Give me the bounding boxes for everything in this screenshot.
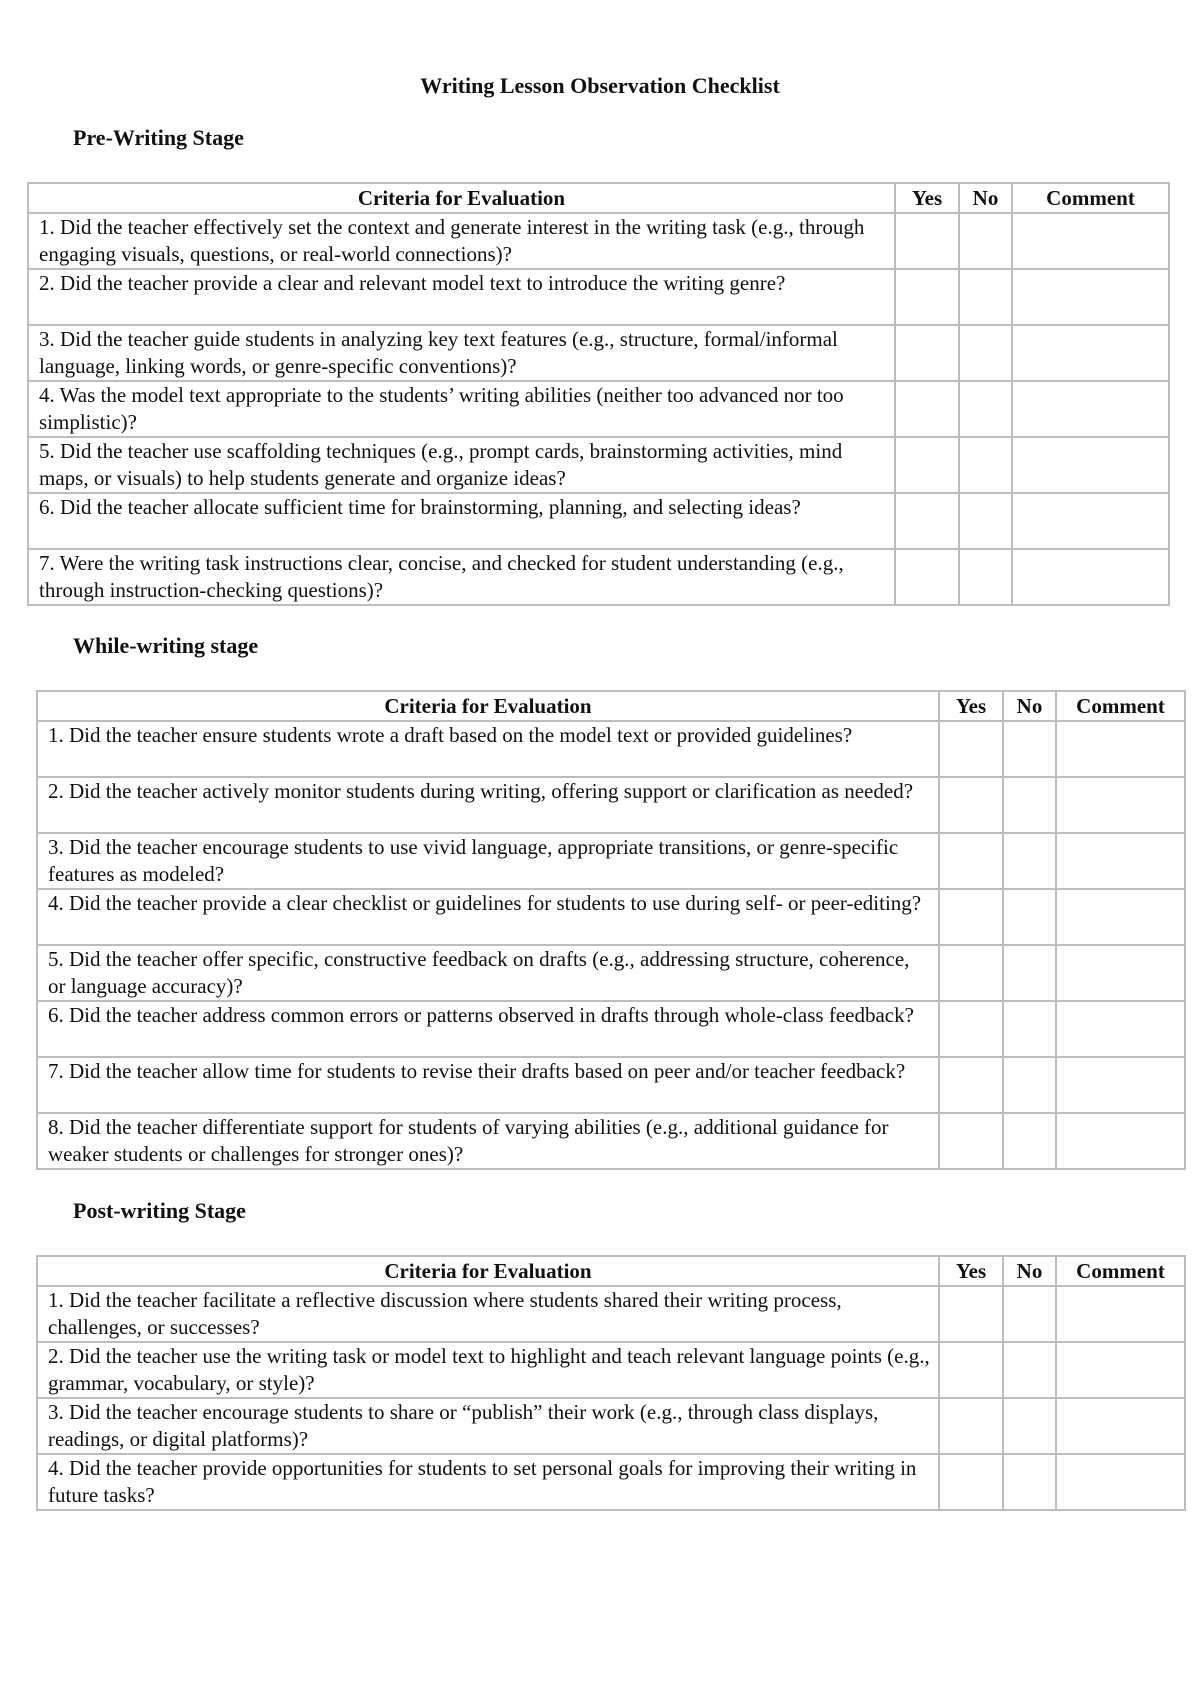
criteria-cell: 3. Did the teacher guide students in analyzing key text features (e.g., structure, formal/informal language, linking words, or genre-specific conventions)? (28, 325, 895, 381)
no-header: No (959, 183, 1012, 213)
criteria-header: Criteria for Evaluation (37, 691, 939, 721)
criteria-cell: 1. Did the teacher facilitate a reflective discussion where students shared their writing process, challenges, or successes? (37, 1286, 939, 1342)
yes-header: Yes (895, 183, 959, 213)
post-writing-table (36, 1255, 1186, 1511)
yes-cell[interactable] (939, 1286, 1003, 1342)
criteria-cell: 6. Did the teacher allocate sufficient time for brainstorming, planning, and selecting ideas? (28, 493, 895, 549)
table-row (37, 1398, 1185, 1454)
table-row (37, 833, 1185, 889)
comment-cell[interactable] (1056, 1001, 1185, 1057)
table-header-row (28, 183, 1169, 213)
pre-writing-heading: Pre-Writing Stage (73, 125, 244, 150)
table-row (37, 1342, 1185, 1398)
yes-cell[interactable] (895, 381, 959, 437)
table-header-row (37, 1256, 1185, 1286)
no-cell[interactable] (1003, 1057, 1056, 1113)
yes-cell[interactable] (939, 777, 1003, 833)
comment-cell[interactable] (1012, 381, 1169, 437)
yes-cell[interactable] (939, 1113, 1003, 1169)
no-cell[interactable] (1003, 1286, 1056, 1342)
criteria-cell: 4. Did the teacher provide opportunities for students to set personal goals for improving their writing in future tasks? (37, 1454, 939, 1510)
comment-cell[interactable] (1012, 213, 1169, 269)
while-writing-table (36, 690, 1186, 1170)
comment-cell[interactable] (1012, 437, 1169, 493)
criteria-cell: 3. Did the teacher encourage students to use vivid language, appropriate transitions, or genre-specific features as modeled? (37, 833, 939, 889)
no-cell[interactable] (1003, 777, 1056, 833)
criteria-cell: 4. Was the model text appropriate to the students’ writing abilities (neither too advanced nor too simplistic)? (28, 381, 895, 437)
no-cell[interactable] (1003, 1342, 1056, 1398)
criteria-cell: 7. Did the teacher allow time for students to revise their drafts based on peer and/or teacher feedback? (37, 1057, 939, 1113)
table-row (37, 721, 1185, 777)
table-row (37, 1113, 1185, 1169)
table-row (28, 549, 1169, 605)
table-row (28, 213, 1169, 269)
document-title: Writing Lesson Observation Checklist (420, 73, 780, 98)
table-row (28, 493, 1169, 549)
yes-cell[interactable] (939, 1398, 1003, 1454)
comment-cell[interactable] (1012, 549, 1169, 605)
table-row (28, 437, 1169, 493)
no-cell[interactable] (959, 381, 1012, 437)
yes-cell[interactable] (895, 325, 959, 381)
no-cell[interactable] (959, 437, 1012, 493)
comment-cell[interactable] (1056, 945, 1185, 1001)
comment-cell[interactable] (1012, 269, 1169, 325)
comment-cell[interactable] (1056, 1398, 1185, 1454)
table-row (28, 381, 1169, 437)
comment-cell[interactable] (1012, 325, 1169, 381)
post-writing-heading: Post-writing Stage (73, 1198, 246, 1223)
no-cell[interactable] (1003, 1454, 1056, 1510)
yes-header: Yes (939, 691, 1003, 721)
yes-cell[interactable] (939, 889, 1003, 945)
yes-cell[interactable] (895, 549, 959, 605)
no-cell[interactable] (1003, 1001, 1056, 1057)
yes-cell[interactable] (895, 269, 959, 325)
criteria-cell: 2. Did the teacher actively monitor students during writing, offering support or clarification as needed? (37, 777, 939, 833)
comment-cell[interactable] (1056, 1113, 1185, 1169)
comment-cell[interactable] (1056, 1454, 1185, 1510)
criteria-cell: 5. Did the teacher offer specific, constructive feedback on drafts (e.g., addressing structure, coherence, or language accuracy)? (37, 945, 939, 1001)
criteria-header: Criteria for Evaluation (37, 1256, 939, 1286)
yes-cell[interactable] (939, 1342, 1003, 1398)
yes-cell[interactable] (895, 213, 959, 269)
criteria-cell: 1. Did the teacher ensure students wrote a draft based on the model text or provided guidelines? (37, 721, 939, 777)
no-cell[interactable] (1003, 945, 1056, 1001)
criteria-cell: 6. Did the teacher address common errors or patterns observed in drafts through whole-class feedback? (37, 1001, 939, 1057)
criteria-cell: 8. Did the teacher differentiate support for students of varying abilities (e.g., additional guidance for weaker students or challenges for stronger ones)? (37, 1113, 939, 1169)
criteria-cell: 1. Did the teacher effectively set the context and generate interest in the writing task (e.g., through engaging visuals, questions, or real-world connections)? (28, 213, 895, 269)
no-cell[interactable] (959, 549, 1012, 605)
table-row (37, 777, 1185, 833)
criteria-cell: 7. Were the writing task instructions clear, concise, and checked for student understanding (e.g., through instruction-checking questions)? (28, 549, 895, 605)
table-row (28, 269, 1169, 325)
no-header: No (1003, 1256, 1056, 1286)
no-cell[interactable] (1003, 1113, 1056, 1169)
comment-header: Comment (1056, 691, 1185, 721)
criteria-cell: 2. Did the teacher use the writing task or model text to highlight and teach relevant language points (e.g., grammar, vocabulary, or style)? (37, 1342, 939, 1398)
table-row (37, 1454, 1185, 1510)
criteria-cell: 4. Did the teacher provide a clear checklist or guidelines for students to use during self- or peer-editing? (37, 889, 939, 945)
yes-cell[interactable] (939, 945, 1003, 1001)
criteria-cell: 5. Did the teacher use scaffolding techniques (e.g., prompt cards, brainstorming activities, mind maps, or visuals) to help students generate and organize ideas? (28, 437, 895, 493)
yes-cell[interactable] (939, 1057, 1003, 1113)
criteria-cell: 3. Did the teacher encourage students to share or “publish” their work (e.g., through class displays, readings, or digital platforms)? (37, 1398, 939, 1454)
comment-cell[interactable] (1056, 777, 1185, 833)
table-row (37, 1001, 1185, 1057)
yes-cell[interactable] (939, 833, 1003, 889)
table-row (37, 945, 1185, 1001)
yes-header: Yes (939, 1256, 1003, 1286)
table-row (37, 1286, 1185, 1342)
no-cell[interactable] (959, 269, 1012, 325)
comment-cell[interactable] (1056, 833, 1185, 889)
comment-header: Comment (1056, 1256, 1185, 1286)
comment-header: Comment (1012, 183, 1169, 213)
table-row (37, 1057, 1185, 1113)
comment-cell[interactable] (1056, 721, 1185, 777)
no-cell[interactable] (959, 213, 1012, 269)
comment-cell[interactable] (1056, 1286, 1185, 1342)
yes-cell[interactable] (895, 493, 959, 549)
comment-cell[interactable] (1056, 889, 1185, 945)
no-cell[interactable] (1003, 721, 1056, 777)
pre-writing-table (27, 182, 1170, 606)
criteria-header: Criteria for Evaluation (28, 183, 895, 213)
yes-cell[interactable] (939, 721, 1003, 777)
table-header-row (37, 691, 1185, 721)
no-cell[interactable] (1003, 1398, 1056, 1454)
yes-cell[interactable] (939, 1001, 1003, 1057)
comment-cell[interactable] (1012, 493, 1169, 549)
criteria-cell: 2. Did the teacher provide a clear and relevant model text to introduce the writing genre? (28, 269, 895, 325)
no-header: No (1003, 691, 1056, 721)
no-cell[interactable] (959, 493, 1012, 549)
yes-cell[interactable] (939, 1454, 1003, 1510)
while-writing-heading: While-writing stage (73, 633, 259, 658)
table-row (37, 889, 1185, 945)
comment-cell[interactable] (1056, 1057, 1185, 1113)
comment-cell[interactable] (1056, 1342, 1185, 1398)
yes-cell[interactable] (895, 437, 959, 493)
no-cell[interactable] (1003, 889, 1056, 945)
no-cell[interactable] (959, 325, 1012, 381)
no-cell[interactable] (1003, 833, 1056, 889)
table-row (28, 325, 1169, 381)
